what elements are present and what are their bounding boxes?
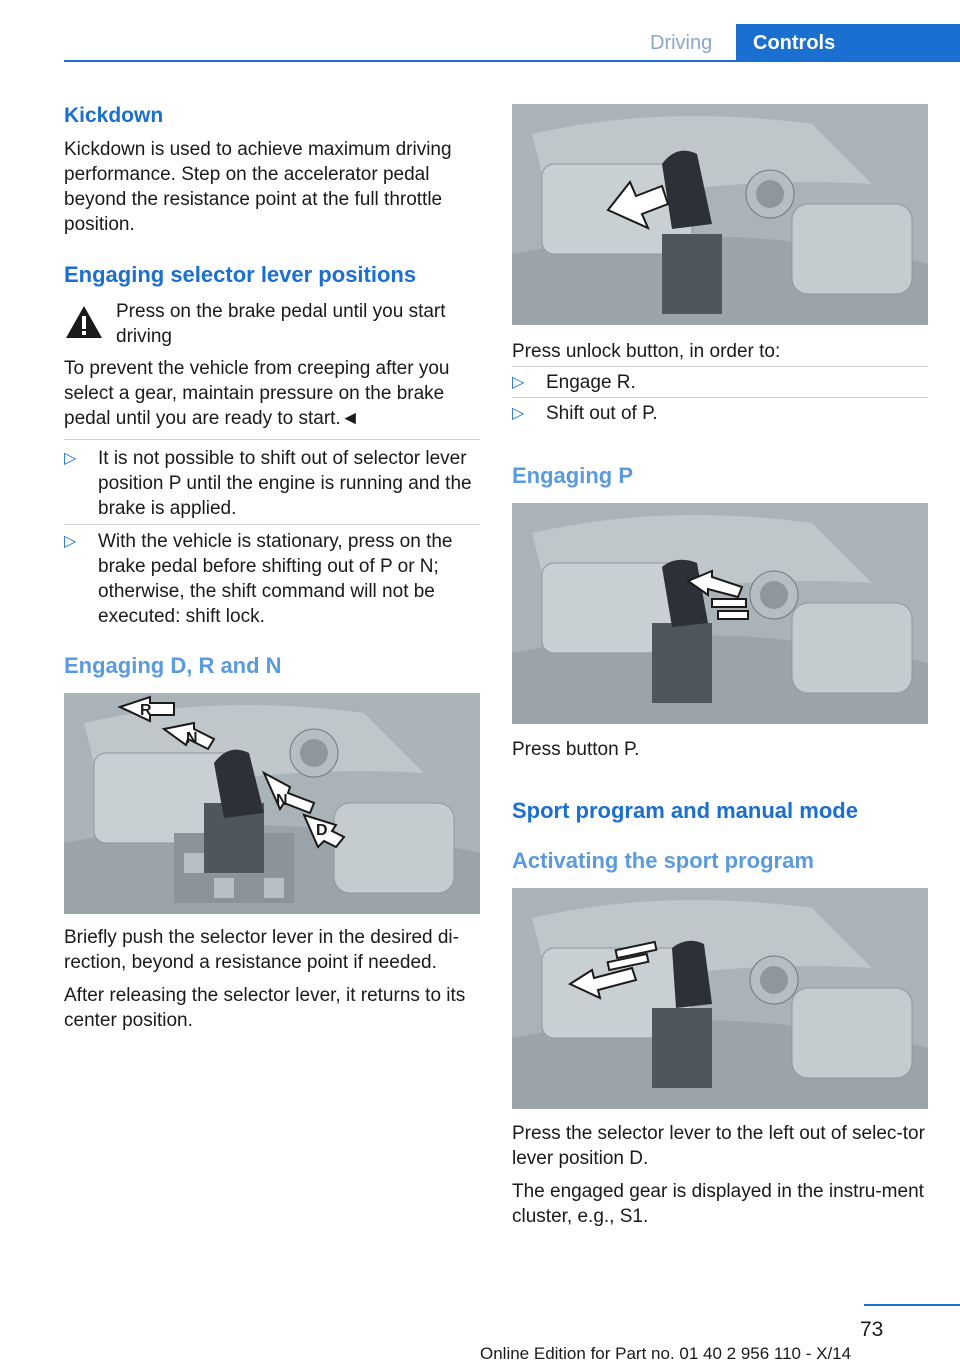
sport-text-2: The engaged gear is displayed in the instru-ment cluster, e.g., S1. <box>512 1181 924 1227</box>
drn-label-n1: N <box>186 730 198 747</box>
unlock-text: Press unlock button, in order to: <box>512 341 781 362</box>
button-p-illustration <box>512 503 928 724</box>
sport-illustration <box>512 888 928 1109</box>
bullet-triangle-icon: ▷ <box>512 405 525 422</box>
header-section: Driving <box>650 32 713 54</box>
activate-sport-heading: Activating the sport program <box>512 848 814 873</box>
list-item: ▷ It is not possible to shift out of selector lever position P until the engine is running and the brake is applied. <box>64 448 472 519</box>
list-item: ▷ With the vehicle is stationary, press on the brake pedal before shifting out of P or N; otherwise, the shift command will not be executed: shift lock. <box>64 531 453 627</box>
sport-text-1: Press the selector lever to the left out of selec-tor lever position D. <box>512 1123 925 1169</box>
list-item: ▷ Shift out of P. <box>512 403 658 424</box>
engaging-p-heading: Engaging P <box>512 463 633 488</box>
drn-illustration <box>64 693 480 914</box>
drn-heading: Engaging D, R and N <box>64 653 282 678</box>
engaging-p-text: Press button P. <box>512 739 640 760</box>
drn-label-d: D <box>316 822 328 839</box>
page-number: 73 <box>860 1318 884 1341</box>
drn-text-1: Briefly push the selector lever in the desired di-rection, beyond a resistance point if needed. <box>64 927 459 973</box>
list-item: ▷ Engage R. <box>512 372 636 393</box>
kickdown-text: Kickdown is used to achieve maximum driving performance. Step on the accelerator pedal beyond the resistance point at the full throttle position. <box>64 139 452 235</box>
unlock-illustration <box>512 104 928 325</box>
warning-text: To prevent the vehicle from creeping after you select a gear, maintain pressure on the brake pedal until you are ready to start.◄ <box>64 358 450 429</box>
footer-edition: Online Edition for Part no. 01 40 2 956 110 - X/14 <box>480 1344 852 1363</box>
sport-heading: Sport program and manual mode <box>512 798 858 823</box>
header-chapter-tab: Controls <box>736 24 960 62</box>
list-separator <box>512 366 928 367</box>
warning-title: Press on the brake pedal until you start driving <box>116 301 446 347</box>
bullet-triangle-icon: ▷ <box>512 374 525 391</box>
drn-label-n2: N <box>276 792 288 809</box>
kickdown-heading: Kickdown <box>64 104 164 127</box>
header-rule <box>64 60 960 62</box>
list-separator <box>64 439 480 440</box>
footer-rule <box>864 1304 960 1306</box>
drn-label-r: R <box>140 702 152 719</box>
bullet-triangle-icon: ▷ <box>64 450 77 467</box>
engaging-heading: Engaging selector lever positions <box>64 262 417 287</box>
list-separator <box>512 397 928 398</box>
bullet-triangle-icon: ▷ <box>64 533 77 550</box>
warning-icon <box>64 304 104 340</box>
list-separator <box>64 524 480 525</box>
drn-text-2: After releasing the selector lever, it returns to its center position. <box>64 985 466 1031</box>
